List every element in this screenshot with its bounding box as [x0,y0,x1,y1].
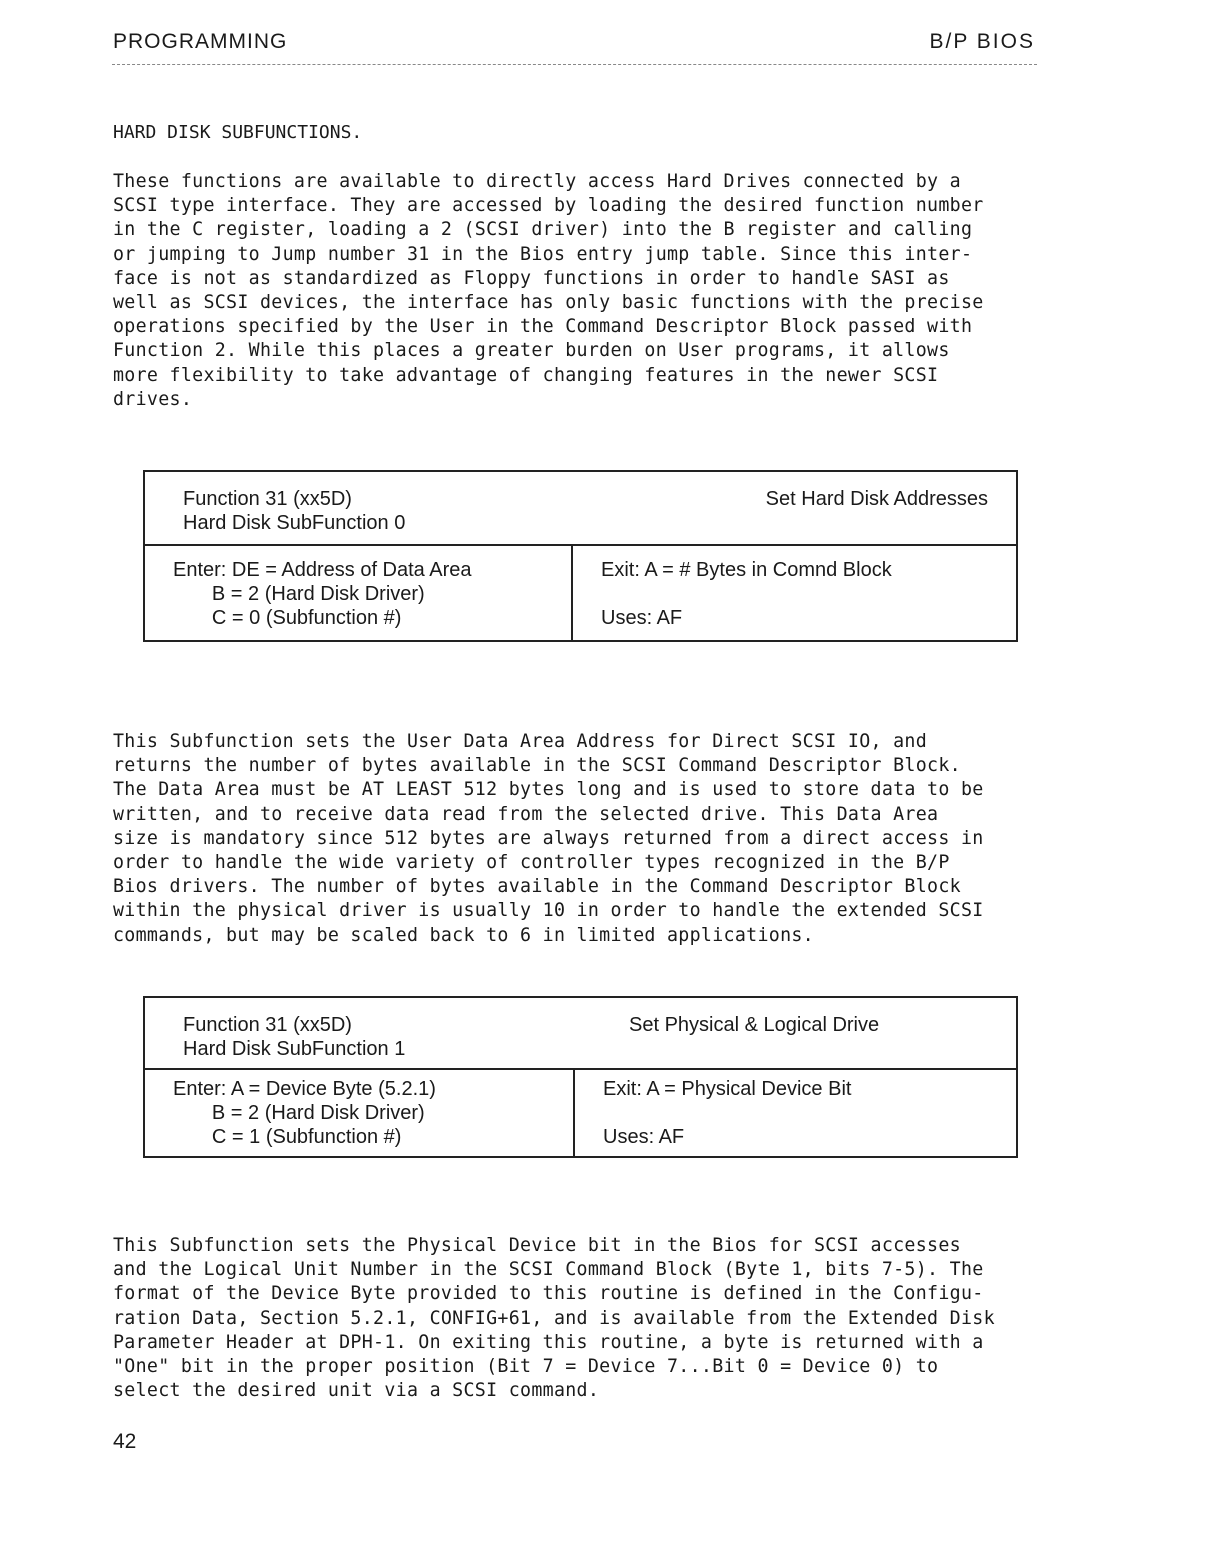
function-box-body [145,546,1016,640]
subfunction-label: Hard Disk SubFunction 0 [183,512,406,534]
function-description: Set Physical & Logical Drive [629,1014,880,1036]
enter-line: Enter: A = Device Byte (5.2.1) [173,1078,436,1100]
uses-line: Uses: AF [601,607,683,629]
page-number: 42 [113,1430,137,1453]
header-divider [112,64,1037,65]
enter-line: C = 0 (Subfunction #) [173,607,402,629]
function-box-subfunction-1 [143,996,1018,1158]
enter-column [145,546,573,640]
function-box-body [145,1070,1016,1156]
header-book-title: B/P BIOS [929,30,1035,53]
subfunction-0-description: This Subfunction sets the User Data Area Address for Direct SCSI IO, and returns the number of bytes available in the SCSI Command Descriptor Block. The Data Area must be AT LEAST 512 bytes long and is used to store data to be written, and to receive data read from the selected drive. This Data Area size is mandatory since 512 bytes are always returned from a direct access in order to handle the wide variety of controller types recognized in the B/P Bios drivers. The number of bytes available in the Command Descriptor Block within the physical driver is usually 10 in order to handle the extended SCSI commands, but may be scaled back to 6 in limited applications. [113,731,984,946]
intro-paragraph: These functions are available to directly access Hard Drives connected by a SCSI type interface. They are accessed by loading the desired function number in the C register, loading a 2 (SCSI driver) into the B register and calling or jumping to Jump number 31 in the Bios entry jump table. Since this inter- face is not as standardized as Floppy functions in order to handle SASI as well as SCSI devices, the interface has only basic functions with the precise operations specified by the User in the Command Descriptor Block passed with Function 2. While this places a greater burden on User programs, it allows more flexibility to take advantage of changing features in the newer SCSI drives. [113,171,984,410]
enter-line: C = 1 (Subfunction #) [173,1126,402,1148]
function-number: Function 31 (xx5D) [183,1014,352,1036]
exit-line: Exit: A = Physical Device Bit [603,1078,852,1100]
enter-line: Enter: DE = Address of Data Area [173,559,472,581]
exit-column [573,1070,1016,1156]
function-box-header [145,472,1016,546]
exit-column [571,546,1016,640]
enter-line: B = 2 (Hard Disk Driver) [173,1102,425,1124]
uses-line: Uses: AF [603,1126,685,1148]
subfunction-label: Hard Disk SubFunction 1 [183,1038,406,1060]
subfunction-1-description: This Subfunction sets the Physical Device bit in the Bios for SCSI accesses and the Logical Unit Number in the SCSI Command Block (Byte 1, bits 7-5). The format of the Device Byte provided to this routine is defined in the Configu- ration Data, Section 5.2.1, CONFIG+61, and is available from the Extended Disk Parameter Header at DPH-1. On exiting this routine, a byte is returned with a "One" bit in the proper position (Bit 7 = Device 7...Bit 0 = Device 0) to select the desired unit via a SCSI command. [113,1235,995,1402]
function-box-subfunction-0 [143,470,1018,642]
function-description: Set Hard Disk Addresses [765,488,988,510]
section-title: HARD DISK SUBFUNCTIONS. [113,122,363,143]
header-chapter: PROGRAMMING [113,30,288,53]
function-box-header [145,998,1016,1070]
enter-line: B = 2 (Hard Disk Driver) [173,583,425,605]
enter-column [145,1070,575,1156]
function-number: Function 31 (xx5D) [183,488,352,510]
exit-line: Exit: A = # Bytes in Comnd Block [601,559,892,581]
